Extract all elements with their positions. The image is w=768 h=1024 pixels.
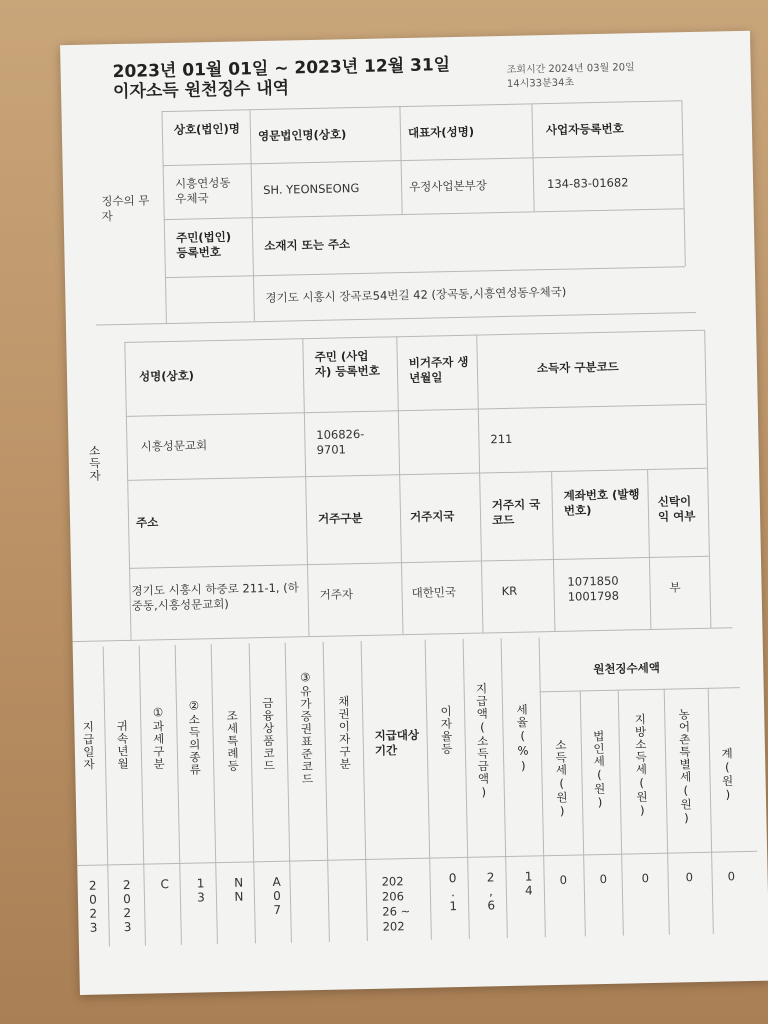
earner-residence: 거주자 bbox=[319, 587, 354, 602]
earner-col-name: 성명(상호) bbox=[138, 368, 195, 384]
col-securities-code: ③유가증권표준코드 bbox=[298, 670, 315, 786]
rule bbox=[249, 109, 254, 321]
payer-col-address: 소재지 또는 주소 bbox=[264, 237, 351, 253]
col-income-type: ②소득의종류 bbox=[186, 698, 203, 777]
col-local-tax: 지방소득세(원) bbox=[633, 713, 650, 819]
payer-col-rep: 대표자(성명) bbox=[407, 124, 475, 140]
rule bbox=[139, 646, 146, 946]
payer-name: 시흥연성동 우체국 bbox=[174, 175, 231, 206]
row-period: 202 206 26 ~ 202 bbox=[381, 874, 411, 934]
col-tax-type: ①과세구분 bbox=[150, 705, 167, 771]
inquiry-clock: 14시33분34초 bbox=[506, 77, 575, 90]
earner-col-code: 소득자 구분코드 bbox=[536, 359, 619, 376]
col-pay-date: 지급일자 bbox=[81, 720, 97, 771]
earner-col-regno: 주민 (사업자) 등록번호 bbox=[314, 348, 380, 379]
rule bbox=[539, 637, 546, 937]
rule bbox=[165, 266, 685, 278]
row-year-month: 2023 bbox=[119, 877, 135, 935]
payer-bizno: 134-83-01682 bbox=[546, 175, 629, 192]
rule bbox=[164, 208, 684, 220]
payer-rep: 우정사업본부장 bbox=[408, 178, 488, 194]
rule bbox=[96, 312, 696, 326]
earner-col-account: 계좌번호 (발행번호) bbox=[563, 487, 640, 518]
row-rural-tax: 0 bbox=[685, 870, 694, 885]
rule bbox=[708, 688, 714, 934]
row-amount: 2,6 bbox=[483, 870, 499, 913]
inquiry-date: 조회시간 2024년 03월 20일 bbox=[506, 62, 635, 76]
rule bbox=[161, 111, 166, 323]
earner-code: 211 bbox=[490, 431, 513, 447]
rule bbox=[551, 471, 555, 631]
rule bbox=[249, 643, 256, 943]
rule bbox=[163, 154, 683, 166]
rule bbox=[323, 642, 330, 942]
row-pay-date: 2023 bbox=[85, 878, 101, 935]
payer-col-name: 상호(법인)명 bbox=[173, 121, 241, 137]
payer-address: 경기도 시흥시 장곡로54번길 42 (장곡동,시흥연성동우체국) bbox=[265, 284, 567, 305]
row-income-tax: 0 bbox=[559, 872, 568, 887]
title-subject: 이자소득 원천징수 내역 bbox=[112, 78, 290, 103]
rule bbox=[425, 640, 432, 940]
title-period: 2023년 01월 01일 ~ 2023년 12월 31일 bbox=[112, 55, 451, 83]
col-corp-tax: 법인세(원) bbox=[591, 729, 608, 811]
payer-eng-name: SH. YEONSEONG bbox=[263, 180, 360, 198]
rule bbox=[211, 644, 218, 944]
payer-col-eng-name: 영문법인명(상호) bbox=[257, 127, 347, 144]
rule bbox=[463, 639, 470, 939]
earner-account: 1071850 1001798 bbox=[567, 573, 620, 604]
earner-col-residence: 거주구분 bbox=[317, 510, 363, 526]
rule bbox=[126, 404, 706, 417]
col-rural-tax: 농어촌특별세(원) bbox=[677, 708, 694, 826]
earner-col-region-code: 거주지 국 코드 bbox=[491, 497, 541, 528]
col-income-tax: 소득세(원) bbox=[553, 738, 570, 820]
row-corp-tax: 0 bbox=[599, 871, 608, 887]
rule bbox=[175, 645, 182, 945]
rule bbox=[540, 687, 740, 692]
rule bbox=[618, 690, 624, 936]
earner-region: 대한민국 bbox=[411, 585, 457, 600]
earner-region-code: KR bbox=[501, 583, 518, 599]
rule bbox=[124, 342, 131, 640]
rule bbox=[501, 638, 508, 938]
col-special: 조세특례등 bbox=[225, 709, 241, 773]
rule bbox=[647, 469, 651, 629]
earner-regno: 106826-9701 bbox=[316, 426, 365, 457]
rule bbox=[124, 330, 704, 343]
rule bbox=[302, 338, 309, 636]
row-local-tax: 0 bbox=[641, 871, 650, 886]
col-amount: 지급액(소득금액) bbox=[474, 682, 491, 801]
payer-section-label: 징수의 무자 bbox=[101, 193, 150, 224]
earner-col-birth: 비거주자 생년월일 bbox=[408, 354, 469, 385]
rule bbox=[127, 468, 707, 481]
earner-col-region: 거주지국 bbox=[409, 509, 455, 524]
inquiry-time bbox=[507, 61, 658, 92]
col-tax-rate: 세율(%) bbox=[514, 703, 531, 774]
earner-col-address: 주소 bbox=[135, 515, 159, 530]
row-tax-rate: 14 bbox=[521, 869, 537, 898]
col-total: 계(원) bbox=[719, 747, 736, 803]
rule bbox=[580, 690, 586, 936]
col-withholding: 원천징수세액 bbox=[593, 660, 661, 677]
row-tax-type: C bbox=[157, 877, 172, 892]
row-rate: 0.1 bbox=[445, 871, 461, 914]
rule bbox=[664, 689, 670, 935]
payer-col-regno: 주민(법인) 등록번호 bbox=[175, 229, 232, 260]
rule bbox=[361, 641, 368, 941]
rule bbox=[396, 336, 403, 634]
row-special: NN bbox=[231, 875, 247, 904]
row-income-type: 13 bbox=[193, 876, 209, 905]
earner-address: 경기도 시흥시 하중로 211-1, (하중동,시흥성문교회) bbox=[131, 580, 299, 613]
rule bbox=[704, 330, 711, 628]
col-bond-type: 채권이자구분 bbox=[336, 695, 353, 771]
rule bbox=[103, 646, 110, 946]
col-year-month: 귀속년월 bbox=[115, 719, 131, 771]
col-product-code: 금융상품코드 bbox=[260, 696, 277, 773]
rule bbox=[681, 100, 685, 266]
earner-name: 시흥성문교회 bbox=[140, 438, 208, 454]
col-period: 지급대상기간 bbox=[374, 727, 420, 758]
rule bbox=[476, 335, 483, 633]
col-rate: 이자율등 bbox=[438, 705, 455, 756]
document-sheet bbox=[60, 31, 768, 995]
earner-section-label: 소득자 bbox=[87, 444, 103, 483]
row-total: 0 bbox=[727, 869, 736, 884]
document-title bbox=[112, 54, 493, 102]
rule bbox=[129, 556, 709, 569]
row-product-code: A07 bbox=[269, 874, 285, 918]
payer-col-bizno: 사업자등록번호 bbox=[545, 121, 624, 138]
rule bbox=[161, 100, 681, 112]
earner-trust: 부 bbox=[669, 580, 681, 595]
earner-col-trust: 신탁이 익 여부 bbox=[657, 494, 696, 524]
